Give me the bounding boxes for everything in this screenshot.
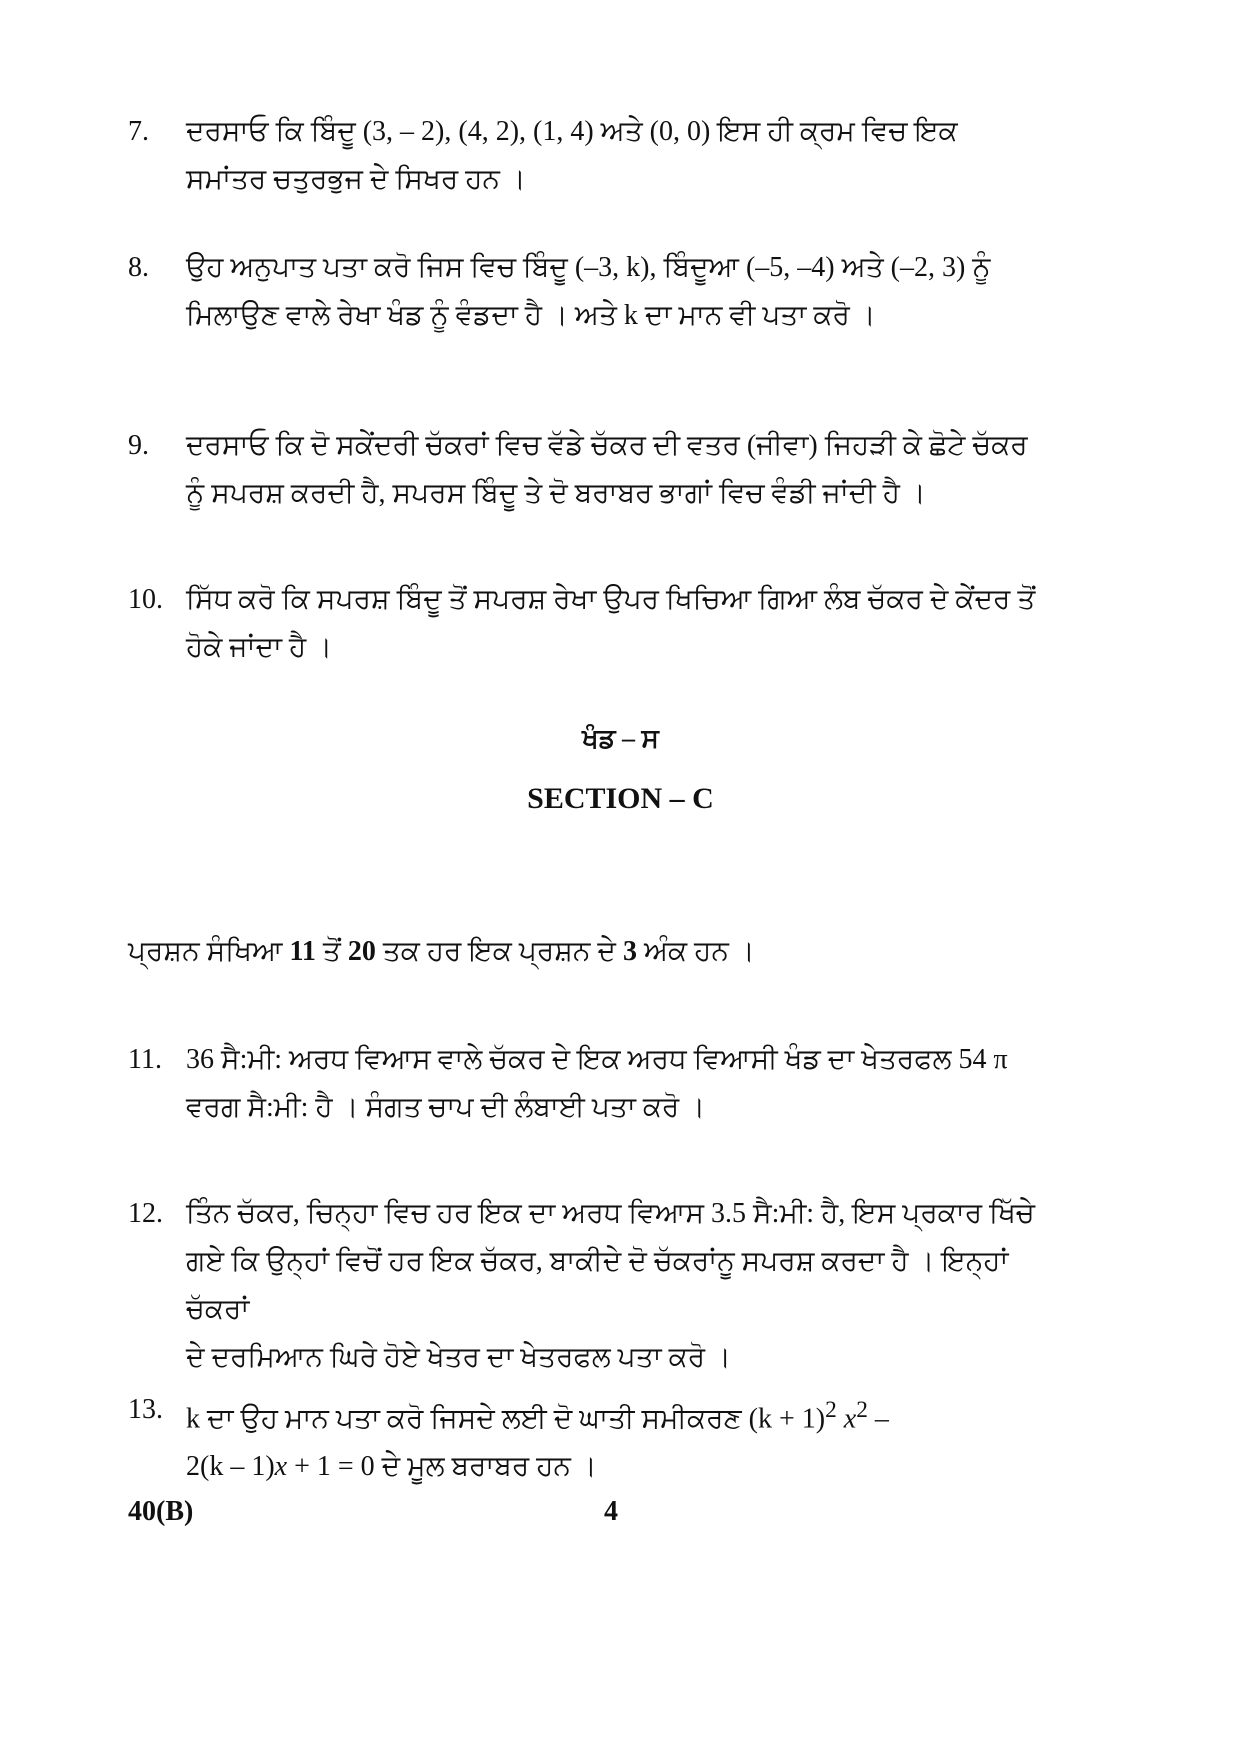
section-instruction bbox=[128, 928, 1108, 976]
question-line: ਸਮਾਂਤਰ ਚਤੁਰਭੁਜ ਦੇ ਸਿਖਰ ਹਨ । bbox=[186, 164, 526, 195]
question-line: ਗਏ ਕਿ ਉਨ੍ਹਾਂ ਵਿਚੋਂ ਹਰ ਇਕ ਚੱਕਰ, ਬਾਕੀਦੇ ਦੋ ਚੱਕਰਾਂਨੂ ਸਪਰਸ਼ ਕਰਦਾ ਹੈ । ਇਨ੍ਹਾਂ ਚੱਕਰਾਂ bbox=[186, 1246, 1009, 1325]
question-line: ਦੇ ਦਰਮਿਆਨ ਘਿਰੇ ਹੋਏ ਖੇਤਰ ਦਾ ਖੇਤਰਫਲ ਪਤਾ ਕਰੋ । bbox=[186, 1342, 731, 1373]
question-13 bbox=[128, 1386, 1068, 1491]
question-9 bbox=[128, 422, 1068, 518]
instruction-text: ਤਕ ਹਰ ਇਕ ਪ੍ਰਸ਼ਨ ਦੇ bbox=[382, 936, 616, 967]
equation-text: 2(k – 1) bbox=[186, 1451, 275, 1483]
variable-x: x bbox=[843, 1403, 857, 1435]
question-7 bbox=[128, 108, 1068, 204]
equation-text: – bbox=[867, 1403, 889, 1435]
question-line: ਸਿੱਧ ਕਰੋ ਕਿ ਸਪਰਸ਼ ਬਿੰਦੂ ਤੋਂ ਸਪਰਸ਼ ਰੇਖਾ ਉਪਰ ਖਿਚਿਆ ਗਿਆ ਲੰਬ ਚੱਕਰ ਦੇ ਕੇਂਦਰ ਤੋਂ bbox=[186, 584, 1036, 615]
question-line bbox=[186, 1386, 1068, 1443]
question-line bbox=[186, 1443, 1068, 1491]
equation-text: + 1 = 0 ਦੇ ਮੂਲ ਬਰਾਬਰ ਹਨ । bbox=[287, 1451, 597, 1483]
question-number: 10. bbox=[128, 584, 163, 615]
question-line: 36 ਸੈ:ਮੀ: ਅਰਧ ਵਿਆਸ ਵਾਲੇ ਚੱਕਰ ਦੇ ਇਕ ਅਰਧ ਵਿਆਸੀ ਖੰਡ ਦਾ ਖੇਤਰਫਲ 54 π bbox=[186, 1044, 1008, 1075]
paper-code: 40(B) bbox=[128, 1496, 194, 1527]
question-line: ਦਰਸਾਓ ਕਿ ਦੋ ਸਕੇਂਦਰੀ ਚੱਕਰਾਂ ਵਿਚ ਵੱਡੇ ਚੱਕਰ ਦੀ ਵਤਰ (ਜੀਵਾ) ਜਿਹੜੀ ਕੇ ਛੋਟੇ ਚੱਕਰ bbox=[186, 430, 1028, 461]
question-number: 13. bbox=[128, 1394, 163, 1425]
question-line: ਤਿੰਨ ਚੱਕਰ, ਚਿਨ੍ਹਾ ਵਿਚ ਹਰ ਇਕ ਦਾ ਅਰਧ ਵਿਆਸ 3.5 ਸੈ:ਮੀ: ਹੈ, ਇਸ ਪ੍ਰਕਾਰ ਖਿੱਚੇ bbox=[186, 1198, 1035, 1229]
instruction-from: 11 bbox=[289, 936, 316, 967]
question-8 bbox=[128, 244, 1068, 340]
question-line: ਦਰਸਾਓ ਕਿ ਬਿੰਦੂ (3, – 2), (4, 2), (1, 4) ਅਤੇ (0, 0) ਇਸ ਹੀ ਕ੍ਰਮ ਵਿਚ ਇਕ bbox=[186, 116, 958, 147]
equation-text: k ਦਾ ਉਹ ਮਾਨ ਪਤਾ ਕਰੋ ਜਿਸਦੇ ਲਈ ਦੋ ਘਾਤੀ ਸਮੀਕਰਣ (k + 1) bbox=[186, 1403, 826, 1435]
instruction-text: ਅੰਕ ਹਨ । bbox=[643, 936, 755, 967]
question-number: 12. bbox=[128, 1198, 163, 1229]
question-number: 11. bbox=[128, 1044, 162, 1075]
question-line: ਨੂੰ ਸਪਰਸ਼ ਕਰਦੀ ਹੈ, ਸਪਰਸ ਬਿੰਦੂ ਤੇ ਦੋ ਬਰਾਬਰ ਭਾਗਾਂ ਵਿਚ ਵੰਡੀ ਜਾਂਦੀ ਹੈ । bbox=[186, 478, 926, 509]
question-line: ਹੋਕੇ ਜਾਂਦਾ ਹੈ । bbox=[186, 632, 333, 663]
question-line: ਉਹ ਅਨੁਪਾਤ ਪਤਾ ਕਰੋ ਜਿਸ ਵਿਚ ਬਿੰਦੂ (–3, k), ਬਿੰਦੂਆ (–5, –4) ਅਤੇ (–2, 3) ਨੂੰ bbox=[186, 252, 991, 283]
question-line: ਮਿਲਾਉਣ ਵਾਲੇ ਰੇਖਾ ਖੰਡ ਨੂੰ ਵੰਡਦਾ ਹੈ । ਅਤੇ k ਦਾ ਮਾਨ ਵੀ ਪਤਾ ਕਰੋ । bbox=[186, 300, 876, 331]
page-number: 4 bbox=[604, 1496, 618, 1527]
question-12 bbox=[128, 1190, 1068, 1382]
question-11 bbox=[128, 1036, 1068, 1132]
question-number: 9. bbox=[128, 430, 149, 461]
variable-x: x bbox=[274, 1451, 288, 1483]
instruction-text: ਪ੍ਰਸ਼ਨ ਸੰਖਿਆ bbox=[128, 936, 283, 967]
question-10 bbox=[128, 576, 1068, 672]
instruction-to: 20 bbox=[347, 936, 376, 967]
section-title-punjabi: ਖੰਡ – ਸ bbox=[582, 724, 659, 753]
exponent: 2 bbox=[825, 1397, 837, 1423]
instruction-text: ਤੋਂ bbox=[322, 936, 341, 967]
instruction-marks: 3 bbox=[622, 936, 637, 967]
question-line: ਵਰਗ ਸੈ:ਮੀ: ਹੈ । ਸੰਗਤ ਚਾਪ ਦੀ ਲੰਬਾਈ ਪਤਾ ਕਰੋ । bbox=[186, 1092, 706, 1123]
section-title-english: SECTION – C bbox=[527, 782, 714, 815]
exponent: 2 bbox=[856, 1397, 868, 1423]
question-number: 8. bbox=[128, 252, 149, 283]
question-number: 7. bbox=[128, 116, 149, 147]
